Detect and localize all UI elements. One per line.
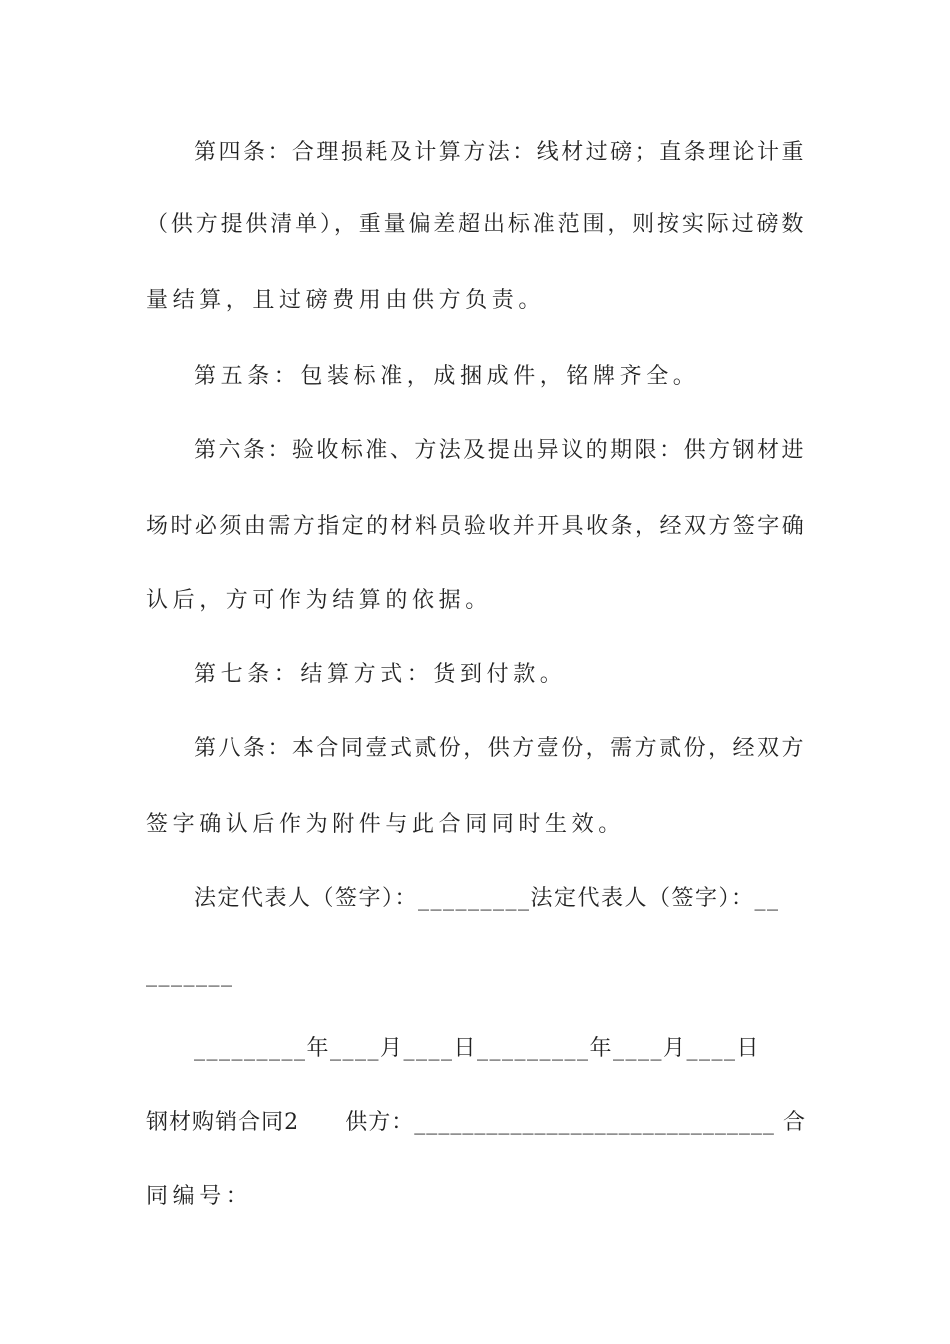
article-8-line-1: 第八条：本合同壹式贰份，供方壹份，需方贰份，经双方	[194, 736, 807, 761]
contract-number-line: 同编号：	[146, 1184, 253, 1209]
article-4-line-1: 第四条：合理损耗及计算方法：线材过磅；直条理论计重	[194, 140, 807, 165]
article-5-line: 第五条：包装标准，成捆成件，铭牌齐全。	[194, 364, 700, 389]
article-4-line-3: 量结算，且过磅费用由供方负责。	[146, 288, 546, 313]
article-6-line-1: 第六条：验收标准、方法及提出异议的期限：供方钢材进	[194, 438, 807, 463]
article-8-line-2: 签字确认后作为附件与此合同同时生效。	[146, 812, 625, 837]
article-6-line-2: 场时必须由需方指定的材料员验收并开具收条，经双方签字确	[146, 514, 807, 539]
date-line: _________年____月____日_________年____月____日	[194, 1036, 761, 1061]
article-7-line: 第七条：结算方式：货到付款。	[194, 662, 567, 687]
article-6-line-3: 认后，方可作为结算的依据。	[146, 588, 492, 613]
signature-line-continuation: _______	[146, 962, 234, 987]
article-4-line-2: （供方提供清单），重量偏差超出标准范围，则按实际过磅数	[146, 212, 807, 237]
contract-2-header-line: 钢材购销合同2 供方：______________________________ 合	[146, 1110, 806, 1135]
signature-line: 法定代表人（签字）：_________法定代表人（签字）：__	[194, 886, 780, 911]
